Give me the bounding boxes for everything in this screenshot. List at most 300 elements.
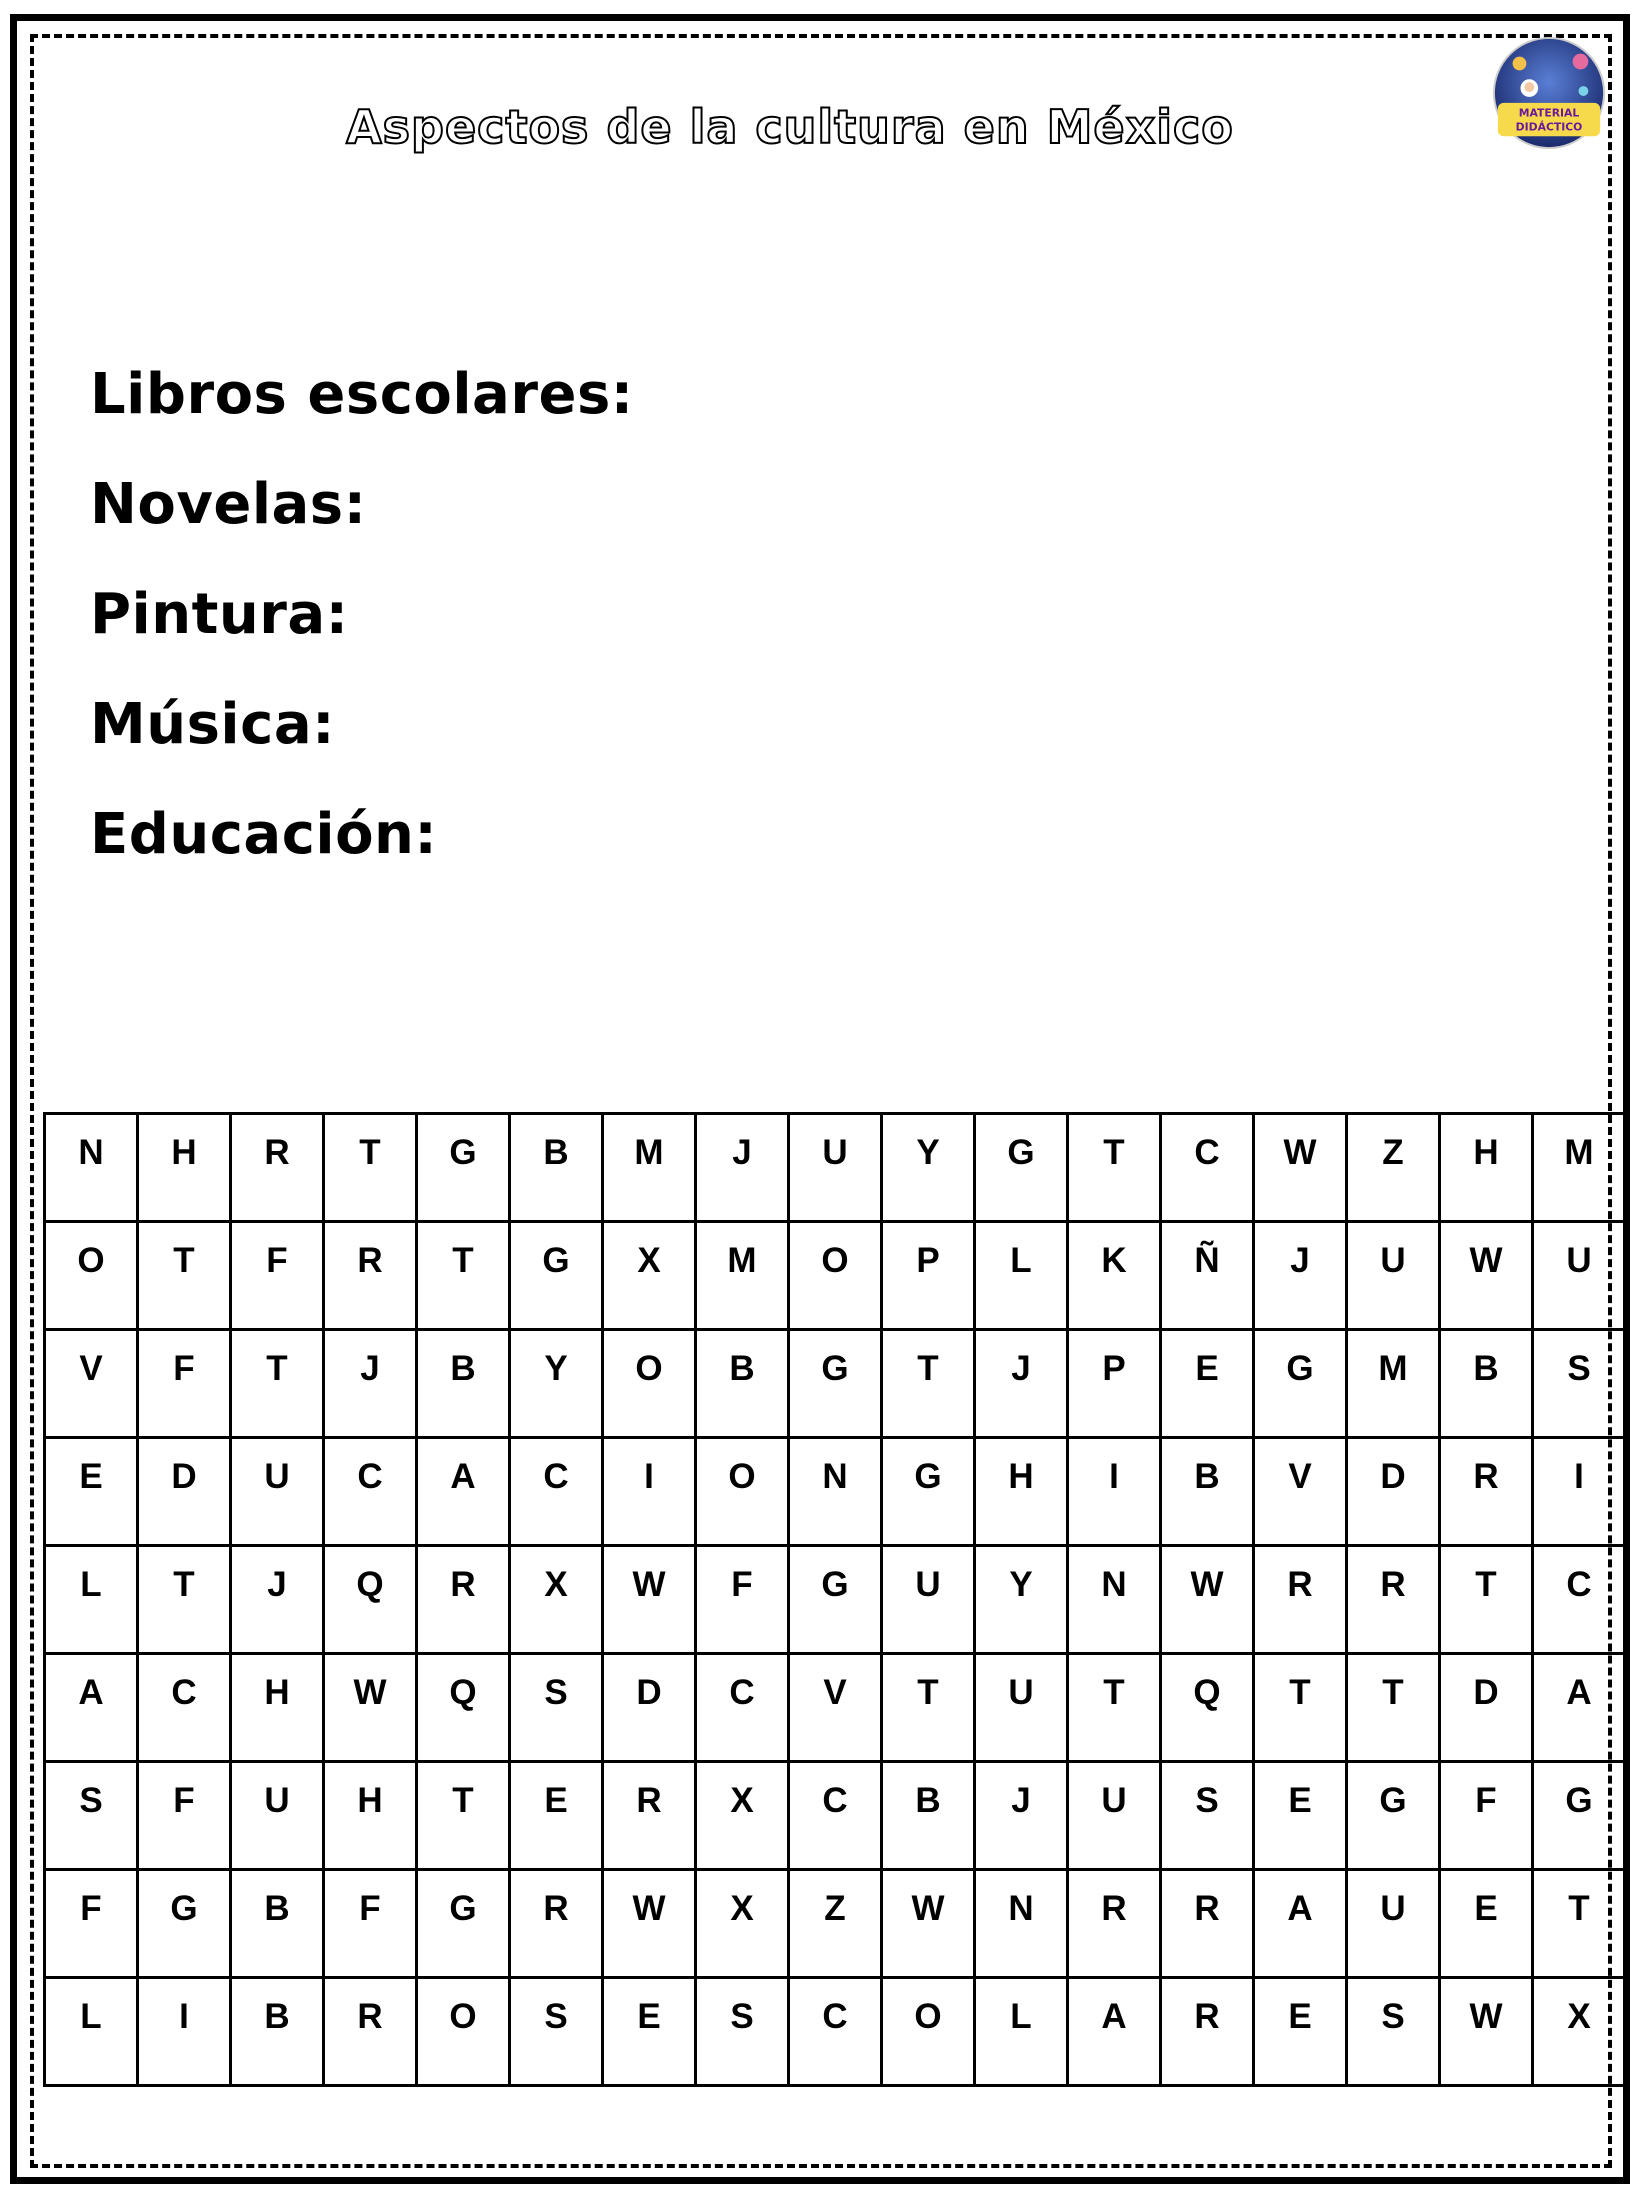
grid-cell[interactable] xyxy=(231,1870,324,1978)
grid-cell[interactable] xyxy=(1161,1114,1254,1222)
prompt-novelas: Novelas: xyxy=(90,472,367,537)
grid-letter: D xyxy=(1473,1673,1499,1712)
grid-letter: U xyxy=(1008,1673,1034,1712)
grid-cell[interactable] xyxy=(231,1654,324,1762)
grid-letter: Y xyxy=(1009,1565,1033,1604)
grid-letter: W xyxy=(1469,1997,1503,2036)
grid-cell[interactable] xyxy=(1068,1654,1161,1762)
grid-cell[interactable] xyxy=(882,1222,975,1330)
grid-letter: B xyxy=(264,1997,290,2036)
grid-letter: L xyxy=(80,1565,102,1604)
grid-cell[interactable] xyxy=(510,1762,603,1870)
grid-letter: C xyxy=(1566,1565,1592,1604)
grid-cell[interactable] xyxy=(417,1870,510,1978)
grid-letter: J xyxy=(1011,1349,1031,1388)
grid-cell[interactable] xyxy=(975,1654,1068,1762)
grid-cell[interactable] xyxy=(696,1870,789,1978)
grid-cell[interactable] xyxy=(1533,1546,1626,1654)
grid-cell[interactable] xyxy=(1254,1762,1347,1870)
grid-letter: J xyxy=(1290,1241,1310,1280)
prompt-list xyxy=(90,355,634,905)
prompt-libros-escolares: Libros escolares: xyxy=(90,362,634,427)
grid-cell[interactable] xyxy=(1068,1978,1161,2086)
grid-cell[interactable] xyxy=(138,1330,231,1438)
grid-cell[interactable] xyxy=(510,1978,603,2086)
grid-letter: N xyxy=(1101,1565,1127,1604)
grid-row xyxy=(45,1222,1626,1330)
grid-cell[interactable] xyxy=(1161,1222,1254,1330)
grid-cell[interactable] xyxy=(1161,1654,1254,1762)
grid-cell[interactable] xyxy=(417,1438,510,1546)
grid-cell[interactable] xyxy=(324,1654,417,1762)
grid-cell[interactable] xyxy=(696,1978,789,2086)
grid-cell[interactable] xyxy=(1254,1978,1347,2086)
page-title: Aspectos de la cultura en México xyxy=(346,100,1234,154)
grid-cell[interactable] xyxy=(789,1330,882,1438)
grid-letter: C xyxy=(543,1457,569,1496)
grid-cell[interactable] xyxy=(324,1762,417,1870)
grid-letter: H xyxy=(357,1781,383,1820)
grid-letter: W xyxy=(1469,1241,1503,1280)
grid-letter: T xyxy=(917,1673,939,1712)
grid-letter: E xyxy=(1288,1997,1312,2036)
grid-letter: Q xyxy=(449,1673,477,1712)
grid-cell[interactable] xyxy=(1533,1762,1626,1870)
grid-letter: R xyxy=(450,1565,476,1604)
grid-cell[interactable] xyxy=(45,1438,138,1546)
grid-letter: K xyxy=(1101,1241,1127,1280)
grid-cell[interactable] xyxy=(789,1654,882,1762)
grid-letter: T xyxy=(1475,1565,1497,1604)
grid-cell[interactable] xyxy=(1161,1762,1254,1870)
grid-cell[interactable] xyxy=(882,1870,975,1978)
grid-letter: W xyxy=(1283,1133,1317,1172)
grid-letter: B xyxy=(1473,1349,1499,1388)
grid-cell[interactable] xyxy=(1068,1438,1161,1546)
grid-letter: I xyxy=(644,1457,654,1496)
grid-cell[interactable] xyxy=(510,1222,603,1330)
grid-cell[interactable] xyxy=(45,1222,138,1330)
grid-cell[interactable] xyxy=(789,1114,882,1222)
grid-cell[interactable] xyxy=(1533,1222,1626,1330)
grid-letter: C xyxy=(729,1673,755,1712)
grid-row xyxy=(45,1546,1626,1654)
grid-cell[interactable] xyxy=(975,1330,1068,1438)
grid-cell[interactable] xyxy=(417,1114,510,1222)
grid-cell[interactable] xyxy=(1533,1978,1626,2086)
grid-cell[interactable] xyxy=(45,1978,138,2086)
grid-cell[interactable] xyxy=(138,1222,231,1330)
grid-cell[interactable] xyxy=(882,1438,975,1546)
grid-letter: G xyxy=(542,1241,570,1280)
grid-cell[interactable] xyxy=(603,1654,696,1762)
grid-cell[interactable] xyxy=(696,1762,789,1870)
grid-cell[interactable] xyxy=(1440,1438,1533,1546)
grid-cell[interactable] xyxy=(882,1330,975,1438)
grid-cell[interactable] xyxy=(975,1546,1068,1654)
grid-letter: G xyxy=(170,1889,198,1928)
grid-row xyxy=(45,1438,1626,1546)
grid-letter: S xyxy=(1195,1781,1219,1820)
grid-letter: Z xyxy=(1382,1133,1404,1172)
grid-cell[interactable] xyxy=(417,1330,510,1438)
grid-letter: D xyxy=(1380,1457,1406,1496)
grid-letter: O xyxy=(728,1457,756,1496)
grid-letter: G xyxy=(1565,1781,1593,1820)
grid-letter: W xyxy=(632,1889,666,1928)
grid-letter: S xyxy=(1381,1997,1405,2036)
grid-cell[interactable] xyxy=(975,1438,1068,1546)
grid-letter: H xyxy=(1473,1133,1499,1172)
grid-cell[interactable] xyxy=(138,1978,231,2086)
grid-letter: B xyxy=(450,1349,476,1388)
grid-letter: R xyxy=(1194,1997,1220,2036)
grid-cell[interactable] xyxy=(138,1438,231,1546)
grid-cell[interactable] xyxy=(789,1222,882,1330)
grid-letter: R xyxy=(1473,1457,1499,1496)
grid-cell[interactable] xyxy=(1440,1330,1533,1438)
grid-letter: D xyxy=(171,1457,197,1496)
grid-letter: O xyxy=(635,1349,663,1388)
grid-letter: W xyxy=(353,1673,387,1712)
grid-cell[interactable] xyxy=(1533,1330,1626,1438)
grid-letter: X xyxy=(730,1781,754,1820)
grid-letter: W xyxy=(632,1565,666,1604)
grid-cell[interactable] xyxy=(789,1546,882,1654)
logo-line1: MATERIAL xyxy=(1518,106,1580,120)
grid-letter: P xyxy=(1102,1349,1126,1388)
grid-letter: I xyxy=(1574,1457,1584,1496)
grid-cell[interactable] xyxy=(975,1114,1068,1222)
grid-letter: C xyxy=(171,1673,197,1712)
grid-cell[interactable] xyxy=(324,1222,417,1330)
grid-letter: B xyxy=(264,1889,290,1928)
grid-cell[interactable] xyxy=(1440,1978,1533,2086)
grid-row xyxy=(45,1870,1626,1978)
grid-cell[interactable] xyxy=(603,1438,696,1546)
grid-cell[interactable] xyxy=(789,1978,882,2086)
grid-letter: T xyxy=(359,1133,381,1172)
grid-cell[interactable] xyxy=(1347,1546,1440,1654)
grid-letter: S xyxy=(544,1997,568,2036)
grid-letter: U xyxy=(1566,1241,1592,1280)
grid-cell[interactable] xyxy=(789,1438,882,1546)
grid-letter: J xyxy=(732,1133,752,1172)
grid-cell[interactable] xyxy=(975,1222,1068,1330)
grid-letter: L xyxy=(1010,1997,1032,2036)
grid-letter: P xyxy=(916,1241,940,1280)
grid-letter: T xyxy=(173,1565,195,1604)
grid-cell[interactable] xyxy=(1533,1114,1626,1222)
grid-cell[interactable] xyxy=(45,1330,138,1438)
grid-cell[interactable] xyxy=(324,1870,417,1978)
grid-cell[interactable] xyxy=(603,1222,696,1330)
prompt-educacion: Educación: xyxy=(90,802,438,867)
grid-cell[interactable] xyxy=(510,1654,603,1762)
grid-letter: F xyxy=(80,1889,102,1928)
grid-cell[interactable] xyxy=(882,1654,975,1762)
grid-cell[interactable] xyxy=(1068,1762,1161,1870)
grid-cell[interactable] xyxy=(510,1546,603,1654)
grid-cell[interactable] xyxy=(417,1762,510,1870)
grid-cell[interactable] xyxy=(417,1978,510,2086)
grid-row xyxy=(45,1330,1626,1438)
grid-cell[interactable] xyxy=(696,1654,789,1762)
grid-cell[interactable] xyxy=(45,1654,138,1762)
grid-cell[interactable] xyxy=(1440,1870,1533,1978)
grid-cell[interactable] xyxy=(231,1330,324,1438)
grid-letter: R xyxy=(1194,1889,1220,1928)
grid-cell[interactable] xyxy=(138,1114,231,1222)
grid-cell[interactable] xyxy=(324,1546,417,1654)
grid-letter: X xyxy=(1567,1997,1591,2036)
grid-cell[interactable] xyxy=(138,1654,231,1762)
grid-letter: V xyxy=(1288,1457,1312,1496)
grid-cell[interactable] xyxy=(1347,1654,1440,1762)
grid-letter: A xyxy=(78,1673,104,1712)
grid-cell[interactable] xyxy=(231,1546,324,1654)
grid-cell[interactable] xyxy=(1161,1870,1254,1978)
grid-cell[interactable] xyxy=(1533,1870,1626,1978)
grid-letter: R xyxy=(1101,1889,1127,1928)
grid-cell[interactable] xyxy=(231,1114,324,1222)
grid-cell[interactable] xyxy=(882,1762,975,1870)
grid-letter: N xyxy=(78,1133,104,1172)
grid-cell[interactable] xyxy=(1068,1222,1161,1330)
grid-letter: I xyxy=(179,1997,189,2036)
grid-cell[interactable] xyxy=(1254,1330,1347,1438)
grid-letter: U xyxy=(264,1457,290,1496)
grid-letter: H xyxy=(264,1673,290,1712)
grid-cell[interactable] xyxy=(1254,1222,1347,1330)
grid-letter: M xyxy=(1564,1133,1594,1172)
grid-letter: T xyxy=(452,1241,474,1280)
grid-cell[interactable] xyxy=(882,1978,975,2086)
grid-letter: G xyxy=(1007,1133,1035,1172)
grid-cell[interactable] xyxy=(417,1654,510,1762)
prompt-musica: Música: xyxy=(90,692,335,757)
grid-cell[interactable] xyxy=(45,1870,138,1978)
grid-letter: Q xyxy=(1193,1673,1221,1712)
grid-cell[interactable] xyxy=(1068,1114,1161,1222)
grid-letter: B xyxy=(729,1349,755,1388)
grid-cell[interactable] xyxy=(231,1222,324,1330)
grid-row xyxy=(45,1114,1626,1222)
grid-cell[interactable] xyxy=(1440,1762,1533,1870)
grid-letter: C xyxy=(1194,1133,1220,1172)
grid-letter: A xyxy=(1566,1673,1592,1712)
grid-letter: O xyxy=(821,1241,849,1280)
grid-letter: M xyxy=(1378,1349,1408,1388)
grid-cell[interactable] xyxy=(603,1546,696,1654)
grid-cell[interactable] xyxy=(138,1546,231,1654)
grid-letter: R xyxy=(264,1133,290,1172)
grid-cell[interactable] xyxy=(231,1762,324,1870)
grid-letter: G xyxy=(1379,1781,1407,1820)
grid-letter: Z xyxy=(824,1889,846,1928)
grid-cell[interactable] xyxy=(1068,1546,1161,1654)
grid-cell[interactable] xyxy=(1347,1978,1440,2086)
grid-cell[interactable] xyxy=(603,1870,696,1978)
grid-letter: R xyxy=(357,1241,383,1280)
grid-cell[interactable] xyxy=(510,1438,603,1546)
grid-letter: V xyxy=(79,1349,103,1388)
grid-cell[interactable] xyxy=(975,1978,1068,2086)
grid-letter: D xyxy=(636,1673,662,1712)
grid-cell[interactable] xyxy=(1161,1438,1254,1546)
grid-cell[interactable] xyxy=(138,1870,231,1978)
grid-cell[interactable] xyxy=(324,1114,417,1222)
grid-letter: B xyxy=(543,1133,569,1172)
grid-letter: V xyxy=(823,1673,847,1712)
grid-letter: U xyxy=(1101,1781,1127,1820)
grid-letter: S xyxy=(544,1673,568,1712)
grid-letter: U xyxy=(264,1781,290,1820)
grid-cell[interactable] xyxy=(603,1978,696,2086)
grid-letter: T xyxy=(173,1241,195,1280)
grid-cell[interactable] xyxy=(45,1114,138,1222)
grid-cell[interactable] xyxy=(696,1330,789,1438)
grid-letter: M xyxy=(634,1133,664,1172)
grid-letter: B xyxy=(1194,1457,1220,1496)
grid-cell[interactable] xyxy=(882,1114,975,1222)
prompt-pintura: Pintura: xyxy=(90,582,349,647)
grid-letter: O xyxy=(449,1997,477,2036)
grid-letter: J xyxy=(360,1349,380,1388)
grid-cell[interactable] xyxy=(789,1870,882,1978)
grid-cell[interactable] xyxy=(882,1546,975,1654)
grid-letter: U xyxy=(1380,1889,1406,1928)
grid-letter: N xyxy=(1008,1889,1034,1928)
grid-cell[interactable] xyxy=(510,1870,603,1978)
grid-cell[interactable] xyxy=(45,1546,138,1654)
grid-letter: F xyxy=(359,1889,381,1928)
grid-letter: T xyxy=(1382,1673,1404,1712)
grid-cell[interactable] xyxy=(1254,1546,1347,1654)
grid-cell[interactable] xyxy=(975,1762,1068,1870)
grid-letter: T xyxy=(1289,1673,1311,1712)
grid-letter: T xyxy=(1568,1889,1590,1928)
grid-cell[interactable] xyxy=(1347,1870,1440,1978)
grid-cell[interactable] xyxy=(1440,1222,1533,1330)
grid-cell[interactable] xyxy=(138,1762,231,1870)
grid-letter: A xyxy=(1287,1889,1313,1928)
grid-letter: F xyxy=(173,1781,195,1820)
grid-letter: I xyxy=(1109,1457,1119,1496)
grid-letter: A xyxy=(450,1457,476,1496)
grid-letter: E xyxy=(1288,1781,1312,1820)
grid-letter: L xyxy=(80,1997,102,2036)
grid-cell[interactable] xyxy=(1161,1546,1254,1654)
grid-cell[interactable] xyxy=(1347,1438,1440,1546)
grid-letter: E xyxy=(79,1457,103,1496)
grid-letter: G xyxy=(449,1889,477,1928)
grid-cell[interactable] xyxy=(696,1222,789,1330)
grid-letter: L xyxy=(1010,1241,1032,1280)
grid-cell[interactable] xyxy=(1161,1978,1254,2086)
word-search-grid xyxy=(43,1112,1627,2087)
grid-cell[interactable] xyxy=(45,1762,138,1870)
grid-letter: H xyxy=(171,1133,197,1172)
grid-cell[interactable] xyxy=(789,1762,882,1870)
grid-letter: B xyxy=(915,1781,941,1820)
grid-letter: S xyxy=(79,1781,103,1820)
grid-letter: U xyxy=(915,1565,941,1604)
grid-cell[interactable] xyxy=(324,1978,417,2086)
grid-cell[interactable] xyxy=(696,1546,789,1654)
grid-cell[interactable] xyxy=(1254,1870,1347,1978)
grid-cell[interactable] xyxy=(1068,1870,1161,1978)
grid-letter: Q xyxy=(356,1565,384,1604)
grid-letter: J xyxy=(1011,1781,1031,1820)
grid-cell[interactable] xyxy=(1347,1330,1440,1438)
grid-letter: E xyxy=(637,1997,661,2036)
grid-cell[interactable] xyxy=(1533,1438,1626,1546)
grid-cell[interactable] xyxy=(231,1978,324,2086)
grid-letter: G xyxy=(821,1565,849,1604)
grid-row xyxy=(45,1978,1626,2086)
grid-cell[interactable] xyxy=(1533,1654,1626,1762)
grid-letter: Ñ xyxy=(1194,1241,1220,1280)
grid-letter: F xyxy=(266,1241,288,1280)
grid-cell[interactable] xyxy=(1254,1654,1347,1762)
grid-cell[interactable] xyxy=(603,1114,696,1222)
grid-cell[interactable] xyxy=(696,1114,789,1222)
grid-letter: R xyxy=(636,1781,662,1820)
grid-letter: T xyxy=(1103,1673,1125,1712)
grid-cell[interactable] xyxy=(603,1762,696,1870)
grid-cell[interactable] xyxy=(1440,1546,1533,1654)
grid-letter: X xyxy=(730,1889,754,1928)
grid-cell[interactable] xyxy=(1254,1114,1347,1222)
grid-cell[interactable] xyxy=(1254,1438,1347,1546)
grid-cell[interactable] xyxy=(417,1222,510,1330)
grid-cell[interactable] xyxy=(696,1438,789,1546)
grid-cell[interactable] xyxy=(975,1870,1068,1978)
grid-cell[interactable] xyxy=(510,1330,603,1438)
grid-cell[interactable] xyxy=(603,1330,696,1438)
grid-letter: G xyxy=(914,1457,942,1496)
grid-cell[interactable] xyxy=(510,1114,603,1222)
grid-letter: H xyxy=(1008,1457,1034,1496)
grid-letter: J xyxy=(267,1565,287,1604)
grid-cell[interactable] xyxy=(324,1330,417,1438)
grid-letter: C xyxy=(822,1781,848,1820)
grid-letter: W xyxy=(911,1889,945,1928)
grid-letter: C xyxy=(357,1457,383,1496)
grid-letter: E xyxy=(1195,1349,1219,1388)
grid-letter: X xyxy=(637,1241,661,1280)
grid-cell[interactable] xyxy=(231,1438,324,1546)
grid-cell[interactable] xyxy=(324,1438,417,1546)
grid-cell[interactable] xyxy=(1440,1114,1533,1222)
grid-letter: R xyxy=(357,1997,383,2036)
grid-cell[interactable] xyxy=(417,1546,510,1654)
grid-cell[interactable] xyxy=(1161,1330,1254,1438)
grid-cell[interactable] xyxy=(1347,1222,1440,1330)
grid-letter: T xyxy=(917,1349,939,1388)
grid-letter: T xyxy=(1103,1133,1125,1172)
grid-cell[interactable] xyxy=(1068,1330,1161,1438)
grid-letter: S xyxy=(1567,1349,1591,1388)
grid-cell[interactable] xyxy=(1347,1114,1440,1222)
grid-cell[interactable] xyxy=(1440,1654,1533,1762)
material-didactico-logo xyxy=(1490,34,1608,152)
grid-letter: C xyxy=(822,1997,848,2036)
grid-letter: F xyxy=(1475,1781,1497,1820)
grid-row xyxy=(45,1762,1626,1870)
grid-cell[interactable] xyxy=(1347,1762,1440,1870)
